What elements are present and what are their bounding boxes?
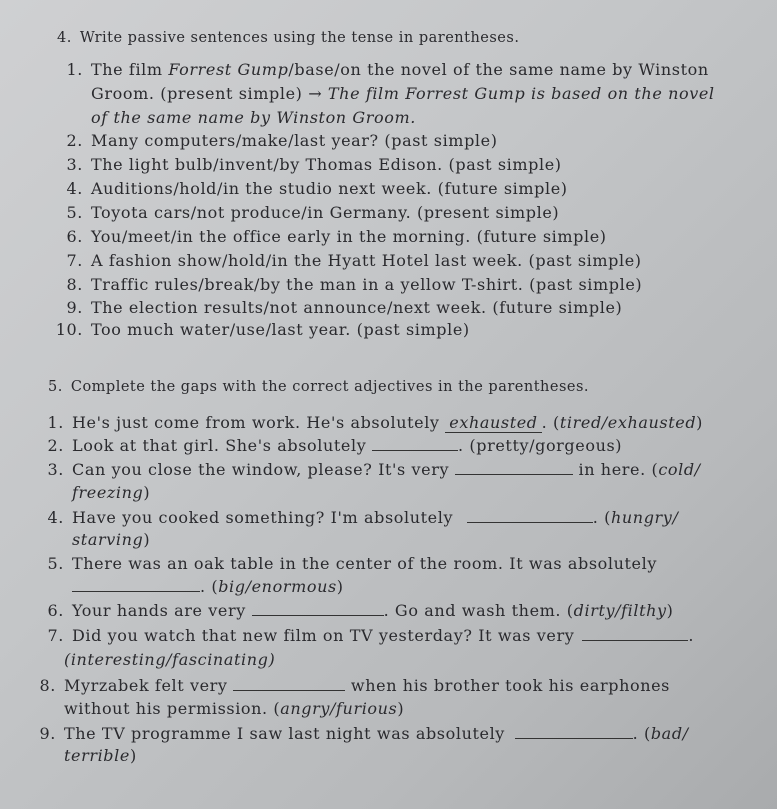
exercise-number: 5. bbox=[48, 379, 63, 395]
ex5-item-6 bbox=[38, 601, 673, 621]
ex5-item-5-cont bbox=[72, 577, 344, 597]
answer-blank[interactable] bbox=[233, 676, 345, 691]
item-text: ) bbox=[397, 699, 405, 718]
answer-blank[interactable] bbox=[372, 436, 458, 451]
ex4-item-10 bbox=[50, 320, 470, 340]
ex4-item-6 bbox=[57, 227, 607, 247]
item-text: . ( bbox=[541, 413, 560, 432]
exercise-instruction: Write passive sentences using the tense in parentheses. bbox=[79, 30, 520, 46]
options: freezing bbox=[72, 483, 144, 502]
ex5-item-5 bbox=[38, 554, 657, 574]
item-number: 6. bbox=[47, 601, 64, 620]
ex4-item-2 bbox=[57, 131, 498, 151]
item-number: 5. bbox=[47, 554, 64, 573]
item-text-italic: Forrest Gump bbox=[168, 60, 289, 79]
item-number: 1. bbox=[47, 413, 64, 432]
ex4-item-1-line2 bbox=[91, 84, 715, 104]
item-text: The election results/not announce/next week. (future simple) bbox=[91, 298, 623, 317]
item-text: without his permission. ( bbox=[64, 699, 281, 718]
ex4-item-1 bbox=[57, 60, 709, 80]
ex4-item-8 bbox=[57, 275, 642, 295]
ex5-item-3 bbox=[38, 460, 701, 480]
ex5-item-4-cont bbox=[72, 530, 150, 550]
item-text: The film bbox=[91, 60, 169, 79]
ex5-item-9 bbox=[30, 724, 689, 744]
item-text: . ( bbox=[592, 508, 611, 527]
item-number: 3. bbox=[66, 155, 83, 174]
item-number: 9. bbox=[39, 724, 56, 743]
item-text: There was an oak table in the center of the room. It was absolutely bbox=[72, 554, 657, 573]
item-number: 4. bbox=[47, 508, 64, 527]
item-text: /base/on the novel of the same name by Winston bbox=[288, 60, 709, 79]
item-text: Your hands are very bbox=[72, 601, 252, 620]
item-text: You/meet/in the office early in the morning. (future simple) bbox=[91, 227, 607, 246]
exercise-4-title bbox=[57, 30, 519, 46]
item-text: The light bulb/invent/by Thomas Edison. (past simple) bbox=[91, 155, 562, 174]
ex5-item-1 bbox=[38, 413, 703, 433]
item-text: Too much water/use/last year. (past simple) bbox=[91, 320, 470, 339]
ex4-item-4 bbox=[57, 179, 568, 199]
options: bad/ bbox=[650, 724, 689, 743]
item-number: 9. bbox=[66, 298, 83, 317]
item-text: Have you cooked something? I'm absolutely bbox=[72, 508, 459, 527]
options: big/enormous bbox=[218, 577, 337, 596]
options: pretty/gorgeous bbox=[476, 436, 616, 455]
ex4-item-9 bbox=[57, 298, 622, 318]
item-number: 2. bbox=[66, 131, 83, 150]
item-text: ) bbox=[143, 530, 151, 549]
item-text: A fashion show/hold/in the Hyatt Hotel last week. (past simple) bbox=[91, 251, 642, 270]
item-number: 1. bbox=[66, 60, 83, 79]
item-text: Many computers/make/last year? (past simple) bbox=[91, 131, 498, 150]
options: starving bbox=[72, 530, 144, 549]
item-number: 7. bbox=[47, 626, 64, 645]
answer-blank[interactable] bbox=[455, 460, 573, 475]
item-text: ) bbox=[696, 413, 704, 432]
answer-blank[interactable] bbox=[72, 577, 200, 592]
options: terrible bbox=[64, 746, 130, 765]
item-text: Groom. (present simple) → bbox=[91, 84, 323, 103]
ex4-item-3 bbox=[57, 155, 562, 175]
ex5-item-7 bbox=[38, 626, 694, 646]
ex4-item-7 bbox=[57, 251, 642, 271]
item-text: ) bbox=[336, 577, 344, 596]
options: tired/exhausted bbox=[559, 413, 697, 432]
ex5-item-4 bbox=[38, 508, 678, 528]
item-text: . ( bbox=[200, 577, 219, 596]
ex5-item-2 bbox=[38, 436, 622, 456]
ex4-item-1-line3: of the same name by Winston Groom. bbox=[91, 108, 416, 127]
exercise-number: 4. bbox=[57, 30, 72, 46]
ex4-item-5 bbox=[57, 203, 559, 223]
item-number: 5. bbox=[66, 203, 83, 222]
options: hungry/ bbox=[611, 508, 679, 527]
ex5-item-7-cont bbox=[64, 650, 275, 670]
ex5-item-8 bbox=[30, 676, 670, 696]
item-number: 8. bbox=[39, 676, 56, 695]
item-text: He's just come from work. He's absolutely bbox=[72, 413, 446, 432]
options: angry/furious bbox=[280, 699, 398, 718]
options: (interesting/fascinating) bbox=[64, 650, 276, 669]
item-text: Toyota cars/not produce/in Germany. (present simple) bbox=[91, 203, 560, 222]
item-text: Can you close the window, please? It's very bbox=[72, 460, 455, 479]
answer-blank[interactable] bbox=[252, 601, 384, 616]
filled-answer: exhausted bbox=[445, 413, 541, 433]
item-text: in here. ( bbox=[572, 460, 659, 479]
item-number: 7. bbox=[66, 251, 83, 270]
item-text: Auditions/hold/in the studio next week. (future simple) bbox=[91, 179, 568, 198]
item-text: when his brother took his earphones bbox=[345, 676, 670, 695]
item-text: . ( bbox=[458, 436, 477, 455]
item-text: Did you watch that new film on TV yesterday? It was very bbox=[72, 626, 575, 645]
item-number: 4. bbox=[66, 179, 83, 198]
item-text: ) bbox=[615, 436, 623, 455]
answer-blank[interactable] bbox=[582, 626, 688, 641]
answer-blank[interactable] bbox=[515, 724, 633, 739]
item-number: 8. bbox=[66, 275, 83, 294]
item-text: ) bbox=[129, 746, 137, 765]
item-text: . ( bbox=[632, 724, 651, 743]
answer-blank[interactable] bbox=[467, 508, 593, 523]
item-text: . Go and wash them. ( bbox=[383, 601, 574, 620]
exercise-instruction: Complete the gaps with the correct adjectives in the parentheses. bbox=[70, 379, 590, 395]
exercise-5-title bbox=[48, 379, 589, 395]
ex5-item-8-cont bbox=[64, 699, 404, 719]
item-number: 6. bbox=[66, 227, 83, 246]
item-text: The TV programme I saw last night was absolutely bbox=[64, 724, 511, 743]
item-text: . bbox=[688, 626, 695, 645]
item-text: Look at that girl. She's absolutely bbox=[72, 436, 373, 455]
item-number: 3. bbox=[47, 460, 64, 479]
item-text: Myrzabek felt very bbox=[64, 676, 234, 695]
item-text: Traffic rules/break/by the man in a yellow T-shirt. (past simple) bbox=[91, 275, 643, 294]
item-number: 10. bbox=[55, 320, 83, 339]
options: dirty/filthy bbox=[573, 601, 667, 620]
options: cold/ bbox=[658, 460, 701, 479]
item-text: ) bbox=[143, 483, 151, 502]
example-answer: The film Forrest Gump is based on the novel bbox=[322, 84, 715, 103]
item-text: ) bbox=[666, 601, 674, 620]
ex5-item-9-cont bbox=[64, 746, 137, 766]
ex5-item-3-cont bbox=[72, 483, 150, 503]
item-number: 2. bbox=[47, 436, 64, 455]
